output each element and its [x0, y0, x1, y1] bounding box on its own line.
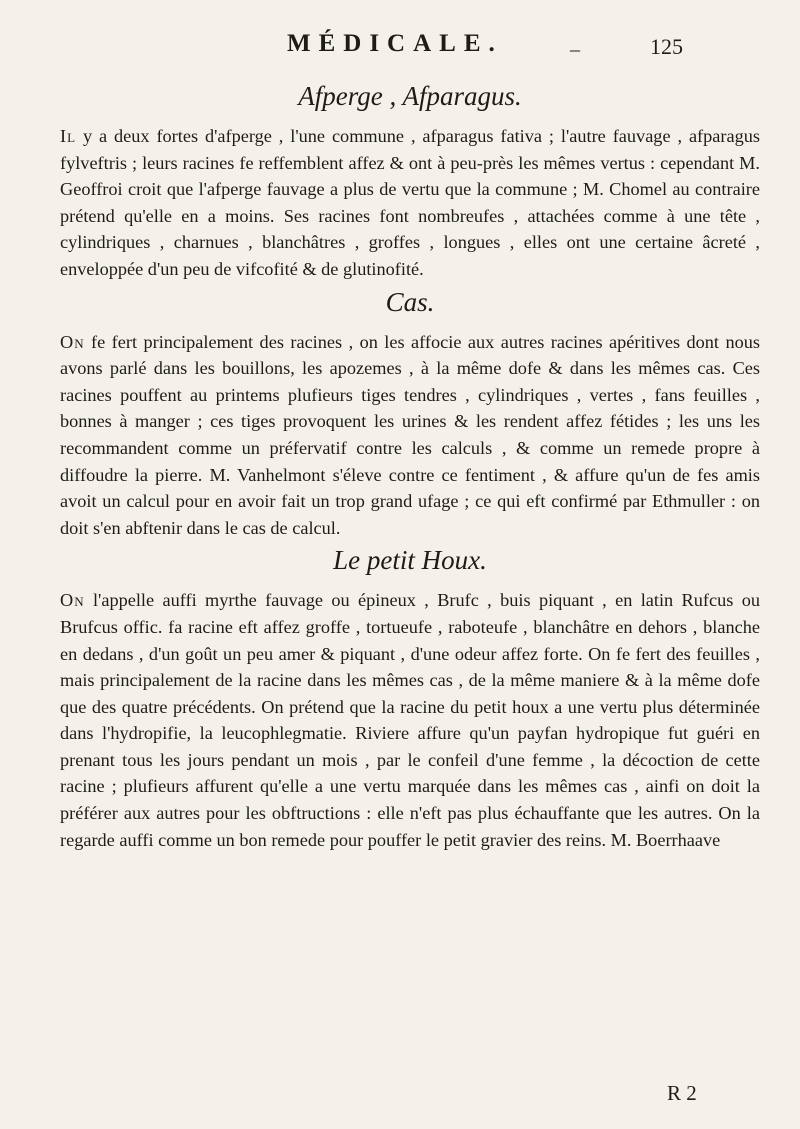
paragraph-text: y a deux fortes d'afperge , l'une commune , afparagus fativa ; l'autre fauvage , afparagus fylveftris ; leurs racines fe reffemblent affez & ont à peu-près les mêmes vertus : cependant M. Geoffroi croit que l'afperge fauvage a plus de vertu que la commune ; M. Chomel au contraire prétend qu'elle en a moins. Ses racines font nombreufes , attachées comme à une tête , cylindriques , charnues , blanchâtres , groffes , longues , elles ont une certaine âcreté , enveloppée d'un peu de vifcofité & de glutinofité. [60, 126, 760, 279]
paragraph-petit-houx [60, 587, 760, 853]
header-dash: _ [570, 32, 580, 54]
section-title-petit-houx: Le petit Houx. [333, 545, 487, 576]
page-header [0, 30, 800, 70]
paragraph-lead: Il [60, 126, 77, 146]
running-head: MÉDICALE. [287, 30, 503, 57]
paragraph-asperge [60, 123, 760, 283]
paragraph-text: l'appelle auffi myrthe fauvage ou épineux , Brufc , buis piquant , en latin Rufcus ou Brufcus offic. fa racine eft affez groffe , tortueufe , raboteufe , blanchâtre en dehors , blanche en dedans , d'un goût un peu amer & piquant , d'une odeur affez forte. On fe fert des feuilles , mais principalement de la racine dans les mêmes cas , de la même maniere & à la même dofe que des quatre précédents. On prétend que la racine du petit houx a une vertu plus déterminée dans l'hydropifie, la leucophlegmatie. Riviere affure qu'un payfan hydropique fut guéri en prenant tous les jours pendant un mois , par le confeil d'une femme , la décoction de cette racine ; plufieurs affurent qu'elle a une vertu marquée dans les mêmes cas , ainfi on doit la préférer aux autres pour les obftructions : elle n'eft pas plus échauffante que les autres. On la regarde auffi comme un bon remede pour pouffer le petit gravier des reins. M. Boerrhaave [60, 590, 760, 850]
paragraph-lead: On [60, 331, 85, 352]
signature-mark: R 2 [667, 1081, 697, 1105]
section-title-cas: Cas. [385, 286, 435, 317]
paragraph-text: fe fert principalement des racines , on les affocie aux autres racines apéritives dont nous avons parlé dans les bouillons, les apozemes , à la même dofe & dans les mêmes cas. Ces racines pouffent au printems plufieurs tiges tendres , cylindriques , vertes , fans feuilles , bonnes à manger ; ces tiges provoquent les urines & les rendent affez fétides ; les uns les recommandent comme un préfervatif contre les calculs , & comme un remede propre à diffoudre la pierre. M. Vanhelmont s'éleve contre ce fentiment , & affure qu'un de fes amis avoit un calcul pour en avoir fait un trop grand ufage ; ce qui eft confirmé par Ethmuller : on doit s'en abftenir dans le cas de calcul. [60, 331, 760, 538]
page-number: 125 [650, 34, 683, 59]
page-body [60, 80, 760, 853]
section-title-asperge: Afperge , Afparagus. [298, 81, 522, 111]
paragraph-lead: On [60, 590, 85, 611]
paragraph-cas [60, 329, 760, 542]
